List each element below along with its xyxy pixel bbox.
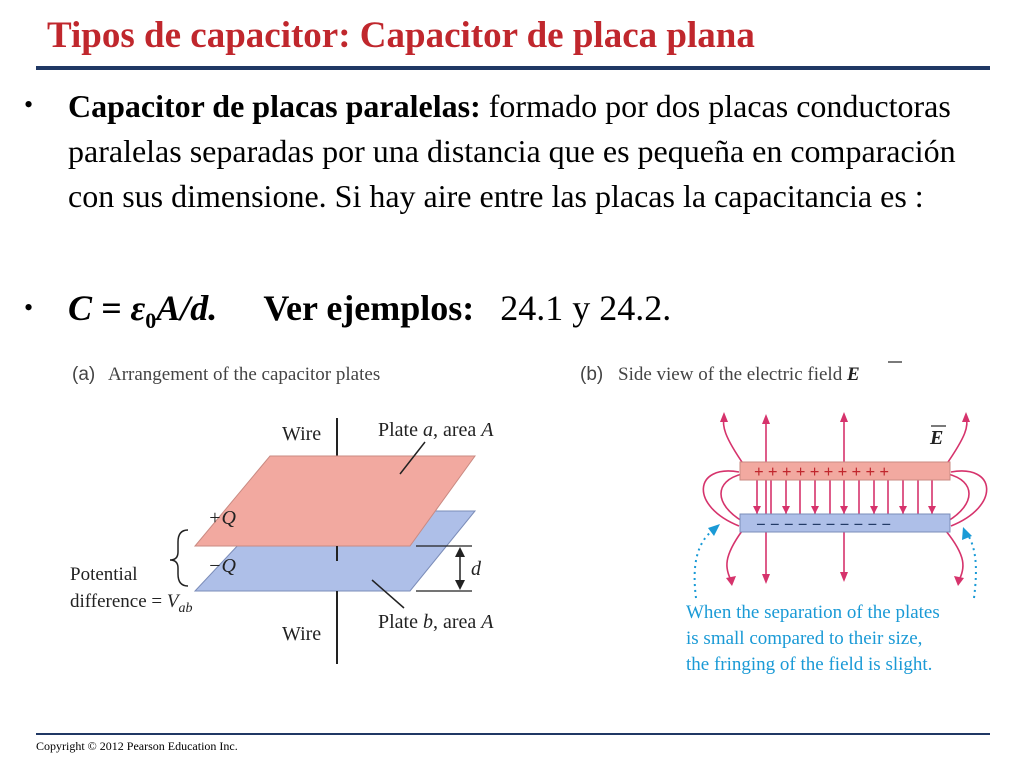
- figure-a-tag: (a): [72, 364, 96, 385]
- title-divider: [36, 66, 990, 70]
- d-arrow-head-up: [455, 547, 465, 557]
- slide-title: Tipos de capacitor: Capacitor de placa plana: [47, 15, 755, 56]
- examples-label: Ver ejemplos:: [263, 288, 475, 328]
- capacitor-plates-diagram: [60, 356, 540, 676]
- bullet-lead: Capacitor de placas paralelas:: [68, 88, 481, 124]
- plus-signs: + + + + + + + + + +: [754, 462, 890, 481]
- field-label-e: E: [930, 427, 944, 449]
- charge-bottom-label: −Q: [208, 555, 236, 577]
- potential-line-1: Potential: [70, 564, 138, 585]
- wire-top-label: Wire: [282, 423, 322, 445]
- figure-capacitor-arrangement: [60, 356, 540, 676]
- figure-a-caption: Arrangement of the capacitor plates: [108, 364, 381, 385]
- bullet-marker: •: [24, 90, 34, 119]
- examples-reference: 24.1 y 24.2.: [500, 288, 672, 328]
- field-lines: [703, 416, 986, 582]
- electric-field-diagram: [574, 356, 1004, 686]
- copyright-footer: Copyright © 2012 Pearson Education Inc.: [36, 739, 238, 753]
- figure-b-caption: Side view of the electric field E: [618, 364, 860, 385]
- figure-b-tag: (b): [580, 364, 604, 385]
- footer-divider: [36, 733, 990, 735]
- bullet-parallel-plates: [68, 84, 988, 219]
- plate-a-label: Plate a, area A: [378, 419, 494, 441]
- bullet-marker: •: [24, 293, 34, 322]
- capacitance-formula-line: [68, 284, 671, 345]
- note-line-3: the fringing of the field is slight.: [686, 654, 933, 675]
- note-leader-right: [966, 532, 976, 598]
- capacitance-equation: $C = \varepsilon_0A/d$.: [68, 288, 218, 334]
- note-arrowhead-left: [708, 524, 720, 536]
- d-arrow-head-down: [455, 580, 465, 590]
- potential-line-2: difference = $V_{ab}$: [70, 591, 193, 616]
- note-line-1: When the separation of the plates: [686, 602, 940, 623]
- bullet-body: formado por dos placas conductoras paralelas separadas por una distancia que es pequeña en comparación con sus dimensione. Si hay aire entre las placas la capacitancia es :: [68, 88, 956, 214]
- charge-top-label: +Q: [208, 507, 236, 529]
- distance-label: d: [471, 558, 481, 580]
- wire-bottom-label: Wire: [282, 623, 322, 645]
- note-leader-left: [695, 528, 716, 598]
- plate-b-label: Plate b, area A: [378, 611, 494, 633]
- potential-brace: [170, 530, 188, 586]
- note-line-2: is small compared to their size,: [686, 628, 923, 649]
- figure-electric-field-side-view: [574, 356, 1004, 686]
- minus-signs: − − − − − − − − − −: [756, 515, 892, 534]
